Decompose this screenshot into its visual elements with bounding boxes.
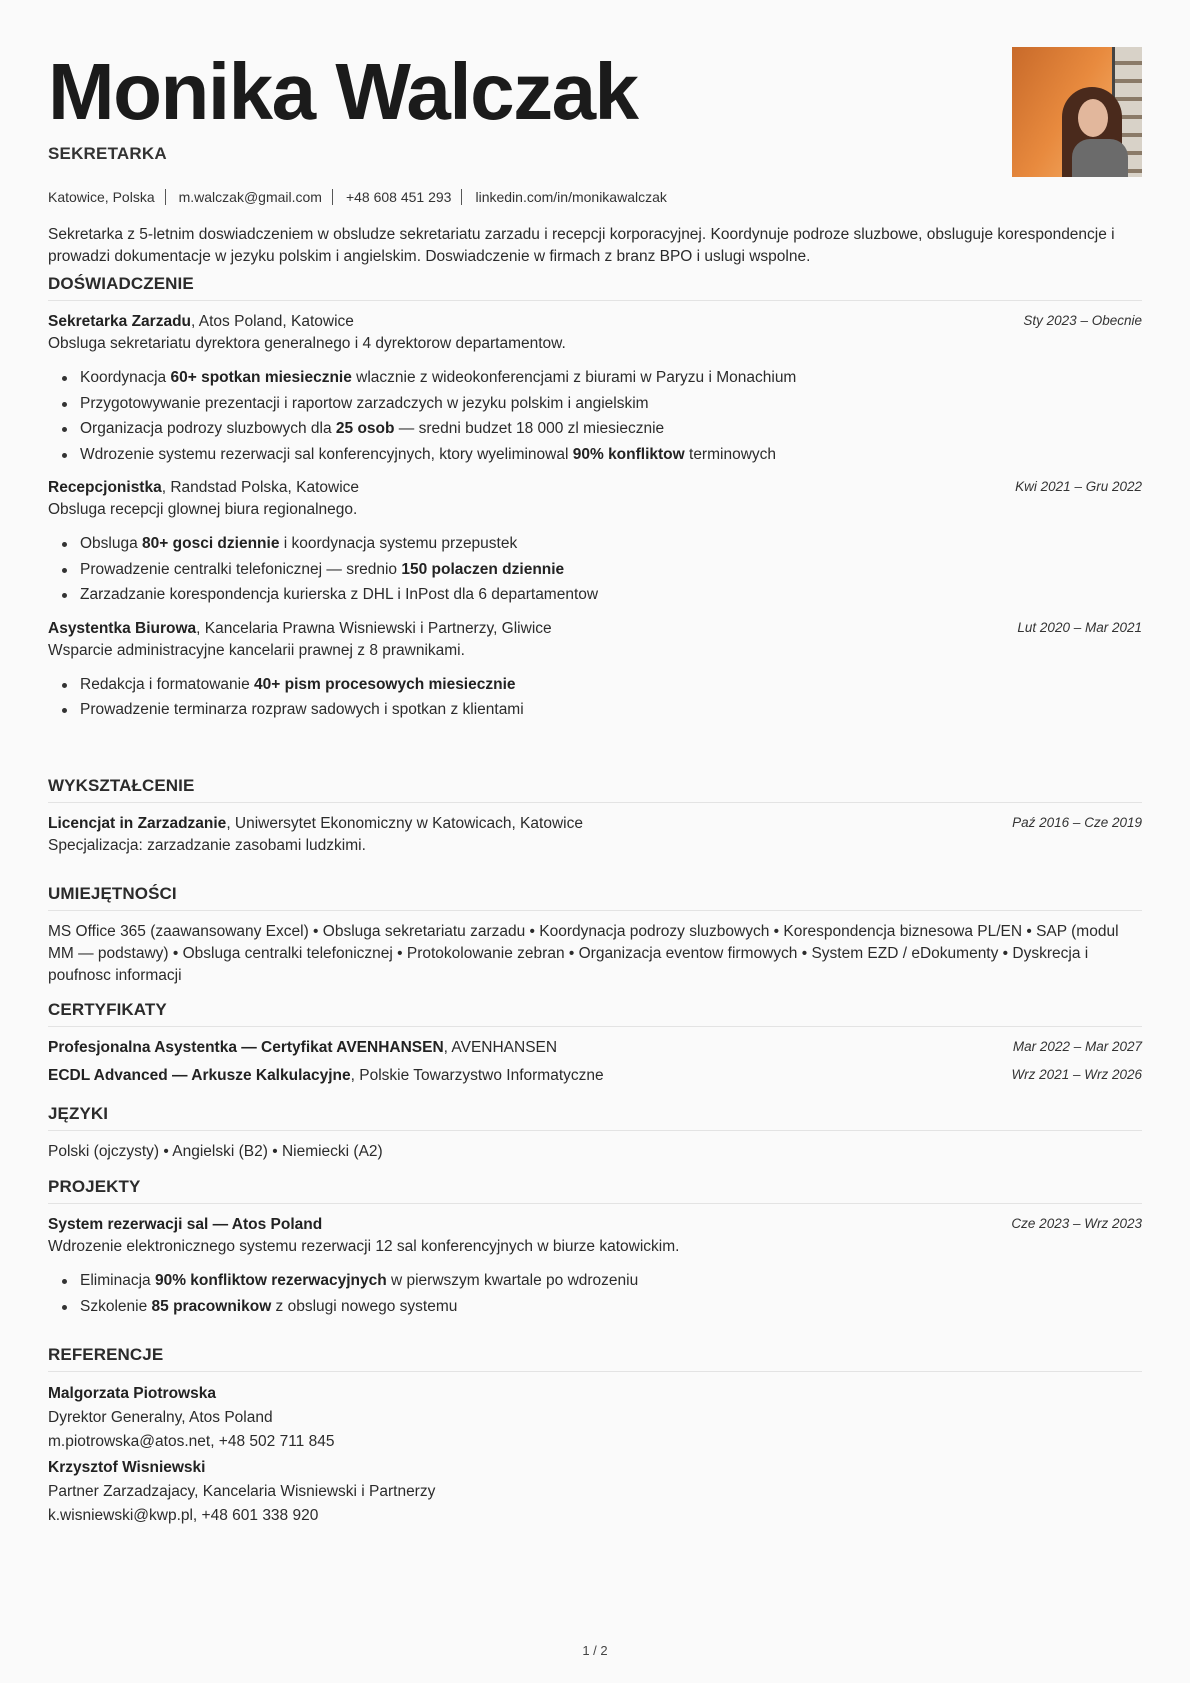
bullet-item: Prowadzenie centralki telefonicznej — srednio 150 polaczen dziennie <box>80 557 1142 583</box>
bullet-item: Eliminacja 90% konfliktow rezerwacyjnych w pierwszym kwartale po wdrozeniu <box>80 1268 1142 1294</box>
languages-list: Polski (ojczysty) • Angielski (B2) • Niemiecki (A2) <box>48 1143 383 1160</box>
entry-date: Wrz 2021 – Wrz 2026 <box>1011 1067 1142 1082</box>
contact-email[interactable]: m.walczak@gmail.com <box>178 189 322 205</box>
bullet-item: Obsluga 80+ gosci dziennie i koordynacja systemu przepustek <box>80 531 1142 557</box>
reference-entry <box>48 1456 1142 1528</box>
section-title: UMIEJĘTNOŚCI <box>48 884 1142 911</box>
bullet-item: Przygotowywanie prezentacji i raportow zarzadczych w jezyku polskim i angielskim <box>80 391 1142 417</box>
section-title: WYKSZTAŁCENIE <box>48 776 1142 803</box>
section-title: DOŚWIADCZENIE <box>48 274 1142 301</box>
divider <box>461 189 462 205</box>
contact-location: Katowice, Polska <box>48 189 155 205</box>
entry-date: Kwi 2021 – Gru 2022 <box>1015 479 1142 494</box>
experience-entry <box>48 477 1142 608</box>
project-name: System rezerwacji sal — Atos Poland <box>48 1216 323 1233</box>
reference-position: Dyrektor Generalny, Atos Poland <box>48 1409 273 1426</box>
languages-section <box>48 1104 1142 1163</box>
entry-role: Asystentka Biurowa <box>48 619 197 637</box>
profile-photo <box>1012 47 1142 177</box>
section-title: CERTYFIKATY <box>48 1000 1142 1027</box>
certificates-section <box>48 1000 1142 1087</box>
certificate-name: ECDL Advanced — Arkusze Kalkulacyjne <box>48 1067 351 1084</box>
entry-org: , Atos Poland, Katowice <box>191 313 354 330</box>
entry-description: Obsluga sekretariatu dyrektora generalnego i 4 dyrektorow departamentow. <box>48 335 566 352</box>
bullet-item: Szkolenie 85 pracownikow z obslugi nowego systemu <box>80 1294 1142 1320</box>
photo-body <box>1072 139 1128 177</box>
school: , Uniwersytet Ekonomiczny w Katowicach, Katowice <box>226 815 583 832</box>
bullet-item: Prowadzenie terminarza rozpraw sadowych i spotkan z klientami <box>80 697 1142 723</box>
reference-position: Partner Zarzadzajacy, Kancelaria Wisniewski i Partnerzy <box>48 1483 436 1500</box>
entry-description: Specjalizacja: zarzadzanie zasobami ludzkimi. <box>48 837 366 854</box>
entry-role: Sekretarka Zarzadu <box>48 313 192 330</box>
entry-date: Sty 2023 – Obecnie <box>1023 313 1142 328</box>
entry-description: Wdrozenie elektronicznego systemu rezerwacji 12 sal konferencyjnych w biurze katowickim. <box>48 1238 680 1255</box>
bullet-item: Wdrozenie systemu rezerwacji sal konferencyjnych, ktory wyeliminowal 90% konfliktow terminowych <box>80 442 1142 468</box>
bullet-list <box>80 531 1142 608</box>
contact-line <box>48 189 667 205</box>
contact-phone[interactable]: +48 608 451 293 <box>345 189 452 205</box>
photo-face <box>1078 99 1108 137</box>
candidate-name: Monika Walczak <box>48 47 638 136</box>
section-title: REFERENCJE <box>48 1345 1142 1372</box>
bullet-list <box>80 672 1142 723</box>
section-title: PROJEKTY <box>48 1177 1142 1204</box>
experience-entry <box>48 618 1142 723</box>
project-entry <box>48 1214 1142 1319</box>
certificate-issuer: , Polskie Towarzystwo Informatyczne <box>350 1067 604 1084</box>
entry-description: Wsparcie administracyjne kancelarii prawnej z 8 prawnikami. <box>48 641 465 659</box>
entry-role: Recepcjonistka <box>48 479 162 496</box>
section-title: JĘZYKI <box>48 1104 1142 1131</box>
bullet-item: Koordynacja 60+ spotkan miesiecznie wlacznie z wideokonferencjami z biurami w Paryzu i Monachium <box>80 365 1142 391</box>
reference-contact: k.wisniewski@kwp.pl, +48 601 338 920 <box>48 1507 319 1524</box>
contact-linkedin[interactable]: linkedin.com/in/monikawalczak <box>475 189 667 205</box>
certificate-name: Profesjonalna Asystentka — Certyfikat AVENHANSEN <box>48 1039 444 1056</box>
bullet-list <box>80 1268 1142 1319</box>
certificate-entry <box>48 1065 1142 1087</box>
reference-name: Malgorzata Piotrowska <box>48 1385 216 1402</box>
experience-section <box>48 274 1142 723</box>
entry-date: Mar 2022 – Mar 2027 <box>1012 1039 1142 1054</box>
divider <box>332 189 333 205</box>
reference-entry <box>48 1382 1142 1454</box>
reference-contact: m.piotrowska@atos.net, +48 502 711 845 <box>48 1433 335 1450</box>
bullet-list <box>80 365 1142 467</box>
education-section <box>48 776 1142 857</box>
entry-date: Cze 2023 – Wrz 2023 <box>1011 1216 1142 1231</box>
certificate-issuer: , AVENHANSEN <box>443 1039 558 1056</box>
resume-page <box>48 0 1142 1524</box>
certificate-entry <box>48 1037 1142 1059</box>
page-number: 1 / 2 <box>582 1643 608 1658</box>
education-entry <box>48 813 1142 857</box>
references-section <box>48 1345 1142 1528</box>
profile-summary: Sekretarka z 5-letnim doswiadczeniem w obsludze sekretariatu zarzadu i recepcji korporacyjnej. Koordynuje podroze sluzbowe, obsluguje korespondencje i prowadzi dokumentacje w jezyku polskim i angielskim. Doswiadczenie w firmach z branz BPO i uslugi wspolne. <box>48 226 1115 265</box>
reference-name: Krzysztof Wisniewski <box>48 1459 206 1476</box>
entry-org: , Kancelaria Prawna Wisniewski i Partnerzy, Gliwice <box>196 619 552 637</box>
bullet-item: Zarzadzanie korespondencja kurierska z DHL i InPost dla 6 departamentow <box>80 582 1142 608</box>
divider <box>165 189 166 205</box>
experience-entry <box>48 311 1142 467</box>
skills-section <box>48 884 1142 987</box>
skills-list: MS Office 365 (zaawansowany Excel) • Obsluga sekretariatu zarzadu • Koordynacja podrozy sluzbowych • Korespondencja biznesowa PL/EN • SAP (modul MM — podstawy) • Obsluga centralki telefonicznej • Protokolowanie zebran • Organizacja eventow firmowych • System EZD / eDokumenty • Dyskrecja i poufnosc informacji <box>48 923 1119 984</box>
entry-date: Lut 2020 – Mar 2021 <box>1017 619 1142 635</box>
entry-date: Paź 2016 – Cze 2019 <box>1012 815 1142 830</box>
resume-header <box>48 0 1142 210</box>
bullet-item: Organizacja podrozy sluzbowych dla 25 osob — sredni budzet 18 000 zl miesiecznie <box>80 416 1142 442</box>
entry-org: , Randstad Polska, Katowice <box>161 479 360 496</box>
projects-section <box>48 1177 1142 1319</box>
degree: Licencjat in Zarzadzanie <box>48 815 227 832</box>
entry-description: Obsluga recepcji glownej biura regionalnego. <box>48 501 358 518</box>
bullet-item: Redakcja i formatowanie 40+ pism procesowych miesiecznie <box>80 672 1142 698</box>
job-title: SEKRETARKA <box>48 144 167 163</box>
